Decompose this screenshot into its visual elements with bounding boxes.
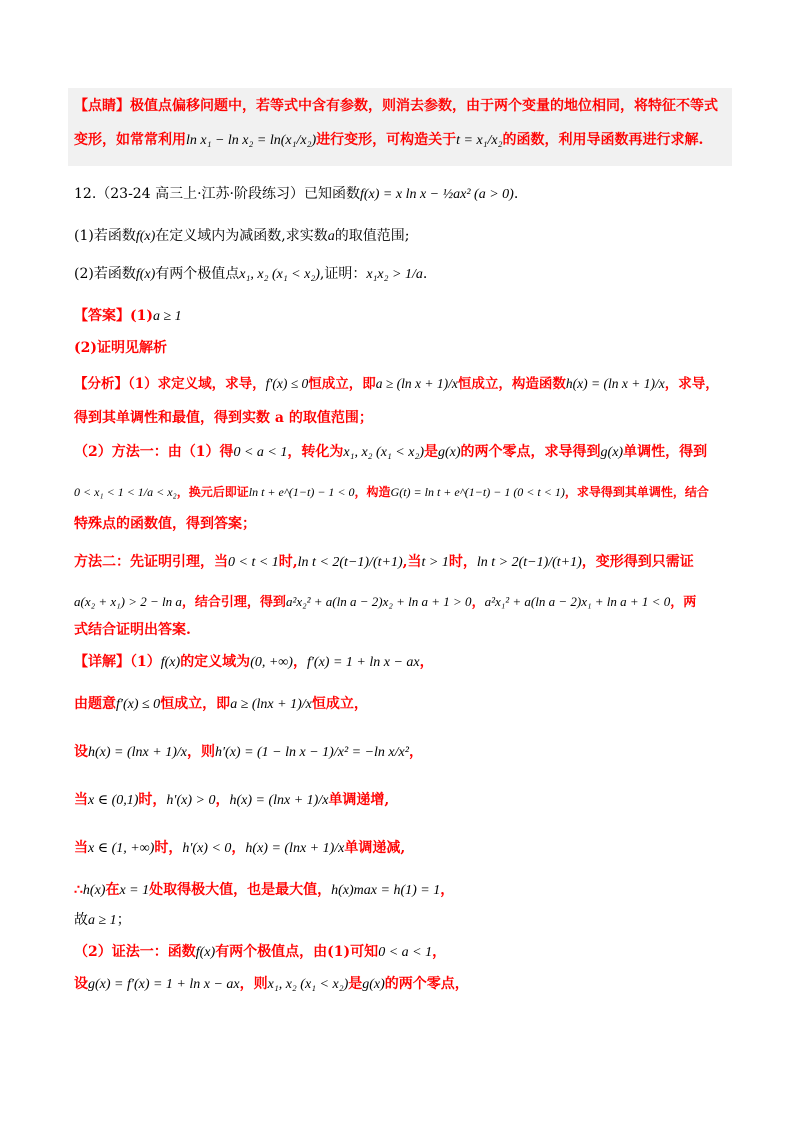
math-inequality: x₁x₂ > 1/a xyxy=(366,267,423,282)
math-function-def: f(x) = x ln x − ½ax² (a > 0) xyxy=(359,187,514,202)
analysis-line-5: 特殊点的函数值，得到答案； xyxy=(74,516,256,532)
tip-line-1: 【点睛】极值点偏移问题中，若等式中含有参数，则消去参数，由于两个变量的地位相同，将特征不等式 xyxy=(74,98,718,114)
detail-line-4: 当x ∈ (0,1)时，h′(x) > 0，h(x) = (lnx + 1)/x单调递增, xyxy=(74,792,390,808)
detail-line-7: 故a ≥ 1； xyxy=(74,912,131,928)
answer-line-2: (2)证明见解析 xyxy=(74,340,167,356)
detail-line-8: （2）证法一：函数f(x)有两个极值点，由(1)可知0 < a < 1， xyxy=(74,944,447,960)
problem-stem: 12.（23-24 高三上·江苏·阶段练习）已知函数f(x) = x ln x − ½ax² (a > 0). xyxy=(74,186,519,202)
analysis-line-7: a(x₂ + x₁) > 2 − ln a，结合引理，得到a²x₂² + a(ln a − 2)x₂ + ln a + 1 > 0，a²x₁² + a(ln a − 2)x₁ + ln a + 1 < 0，两 xyxy=(74,594,697,610)
detail-line-1: 【详解】（1）f(x)的定义域为(0, +∞)，f′(x) = 1 + ln x − ax， xyxy=(74,654,434,670)
detail-line-2: 由题意f′(x) ≤ 0恒成立，即a ≥ (lnx + 1)/x恒成立， xyxy=(74,696,368,712)
detail-line-9: 设g(x) = f′(x) = 1 + ln x − ax，则x₁, x₂ (x₁ < x₂)是g(x)的两个零点， xyxy=(74,976,469,992)
analysis-line-1: 【分析】（1）求定义域，求导，f′(x) ≤ 0恒成立，即a ≥ (ln x + 1)/x恒成立，构造函数h(x) = (ln x + 1)/x，求导， xyxy=(74,376,719,392)
question-2: (2)若函数f(x)有两个极值点x₁, x₂ (x₁ < x₂),证明：x₁x₂ > 1/a. xyxy=(74,266,428,282)
problem-number: 12. xyxy=(74,186,97,202)
analysis-line-3: （2）方法一：由（1）得0 < a < 1，转化为x₁, x₂ (x₁ < x₂)是g(x)的两个零点，求导得到g(x)单调性，得到 xyxy=(74,444,708,460)
analysis-label: 【分析】 xyxy=(74,376,128,392)
answer-label: 【答案】 xyxy=(74,308,130,324)
tip-label: 【点睛】 xyxy=(74,98,130,114)
detail-line-5: 当x ∈ (1, +∞)时，h′(x) < 0，h(x) = (lnx + 1)/x单调递减, xyxy=(74,840,406,856)
analysis-line-2: 得到其单调性和最值，得到实数 a 的取值范围； xyxy=(74,410,373,426)
analysis-line-6: 方法二：先证明引理，当0 < t < 1时,ln t < 2(t−1)/(t+1),当t > 1时，ln t > 2(t−1)/(t+1)，变形得到只需证 xyxy=(74,554,694,570)
detail-line-6: ∴h(x)在x = 1处取得极大值，也是最大值，h(x)max = h(1) = 1， xyxy=(74,882,455,898)
tip-line-2: 变形，如常常利用ln x₁ − ln x₂ = ln(x₁/x₂)进行变形，可构造关于t = x₁/x₂的函数，利用导函数再进行求解. xyxy=(74,132,704,148)
math-log-identity: ln x₁ − ln x₂ = ln(x₁/x₂) xyxy=(186,133,317,148)
analysis-line-4: 0 < x₁ < 1 < 1/a < x₂，换元后即证ln t + e^(1−t) − 1 < 0，构造G(t) = ln t + e^(1−t) − 1 (0 < t < 1)，求导得到其单调性，结合 xyxy=(74,485,709,499)
problem-source: （23-24 高三上·江苏·阶段练习） xyxy=(96,186,304,202)
analysis-line-8: 式结合证明出答案. xyxy=(74,622,191,638)
detail-label: 【详解】 xyxy=(74,654,130,670)
answer-line-1: 【答案】(1)a ≥ 1 xyxy=(74,308,182,324)
question-1: (1)若函数f(x)在定义域内为减函数,求实数a的取值范围; xyxy=(74,228,410,244)
detail-line-3: 设h(x) = (lnx + 1)/x，则h′(x) = (1 − ln x − 1)/x² = −ln x/x²， xyxy=(74,744,423,760)
math-t-def: t = x₁/x₂ xyxy=(456,133,503,148)
